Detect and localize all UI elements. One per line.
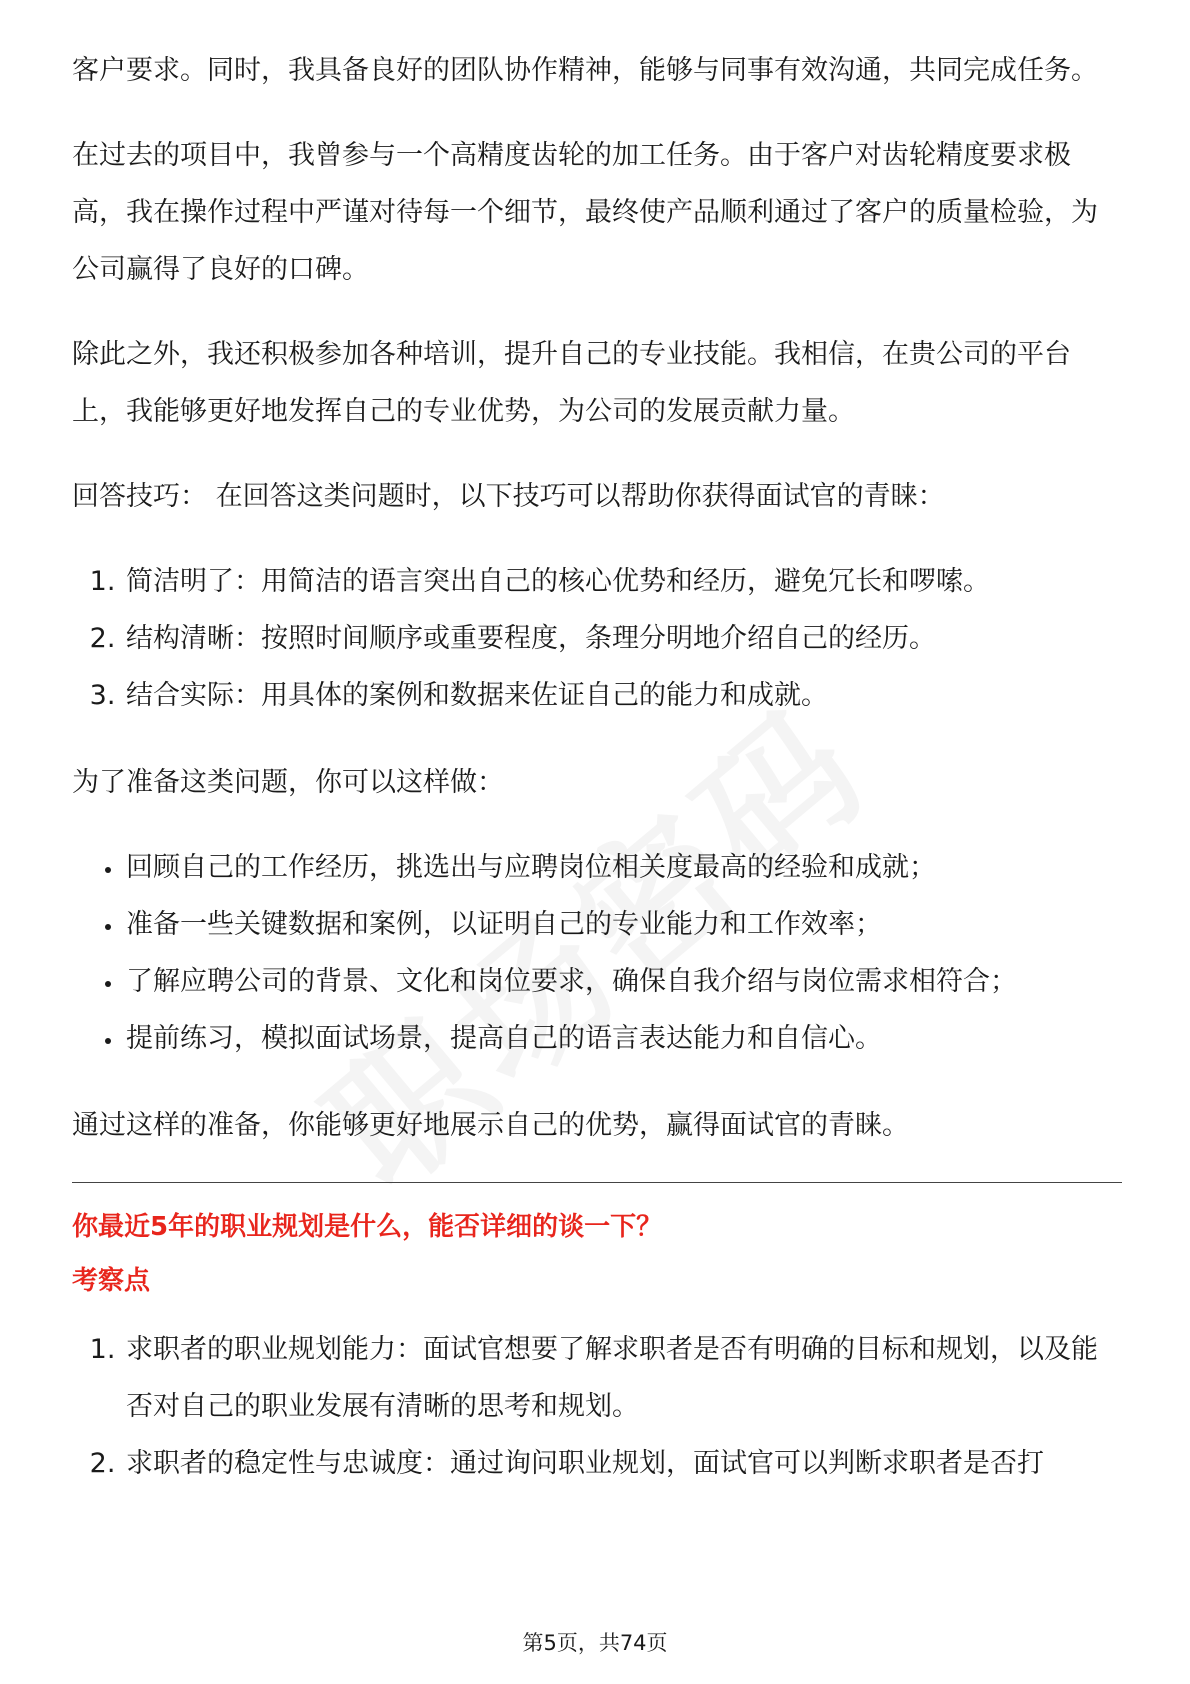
- paragraph: 除此之外，我还积极参加各种培训，提升自己的专业技能。我相信，在贵公司的平台上，我能够更好地发挥自己的专业优势，为公司的发展贡献力量。: [72, 339, 1071, 427]
- section-heading: 考察点: [72, 1266, 151, 1296]
- list-item: 2. 结构清晰：按照时间顺序或重要程度，条理分明地介绍自己的经历。: [124, 610, 1122, 667]
- prep-list: [72, 839, 1122, 1067]
- closing-paragraph: 通过这样的准备，你能够更好地展示自己的优势，赢得面试官的青睐。: [72, 1110, 909, 1141]
- list-item: 1. 简洁明了：用简洁的语言突出自己的核心优势和经历，避免冗长和啰嗦。: [124, 553, 1122, 610]
- list-item: 2. 求职者的稳定性与忠诚度：通过询问职业规划，面试官可以判断求职者是否打: [124, 1435, 1122, 1492]
- list-item: • 了解应聘公司的背景、文化和岗位要求，确保自我介绍与岗位需求相符合；: [124, 953, 1122, 1010]
- list-item: • 回顾自己的工作经历，挑选出与应聘岗位相关度最高的经验和成就；: [124, 839, 1122, 896]
- list-item: 3. 结合实际：用具体的案例和数据来佐证自己的能力和成就。: [124, 667, 1122, 724]
- tips-intro: 回答技巧： 在回答这类问题时，以下技巧可以帮助你获得面试官的青睐：: [72, 481, 945, 512]
- page-content: [72, 42, 1122, 1522]
- list-item: • 提前练习，模拟面试场景，提高自己的语言表达能力和自信心。: [124, 1010, 1122, 1067]
- list-item: 1. 求职者的职业规划能力：面试官想要了解求职者是否有明确的目标和规划，以及能否对自己的职业发展有清晰的思考和规划。: [124, 1321, 1122, 1435]
- paragraph: 在过去的项目中，我曾参与一个高精度齿轮的加工任务。由于客户对齿轮精度要求极高，我在操作过程中严谨对待每一个细节，最终使产品顺利通过了客户的质量检验，为公司赢得了良好的口碑。: [72, 140, 1098, 285]
- paragraph: 客户要求。同时，我具备良好的团队协作精神，能够与同事有效沟通，共同完成任务。: [72, 55, 1098, 86]
- section-divider: [72, 1182, 1122, 1183]
- page-number: 第5页，共74页: [522, 1631, 668, 1655]
- prep-intro: 为了准备这类问题，你可以这样做：: [72, 767, 504, 798]
- focus-points-list: [72, 1321, 1122, 1492]
- question-title: 你最近5年的职业规划是什么，能否详细的谈一下？: [72, 1212, 663, 1242]
- list-item: • 准备一些关键数据和案例，以证明自己的专业能力和工作效率；: [124, 896, 1122, 953]
- tips-list: [72, 553, 1122, 724]
